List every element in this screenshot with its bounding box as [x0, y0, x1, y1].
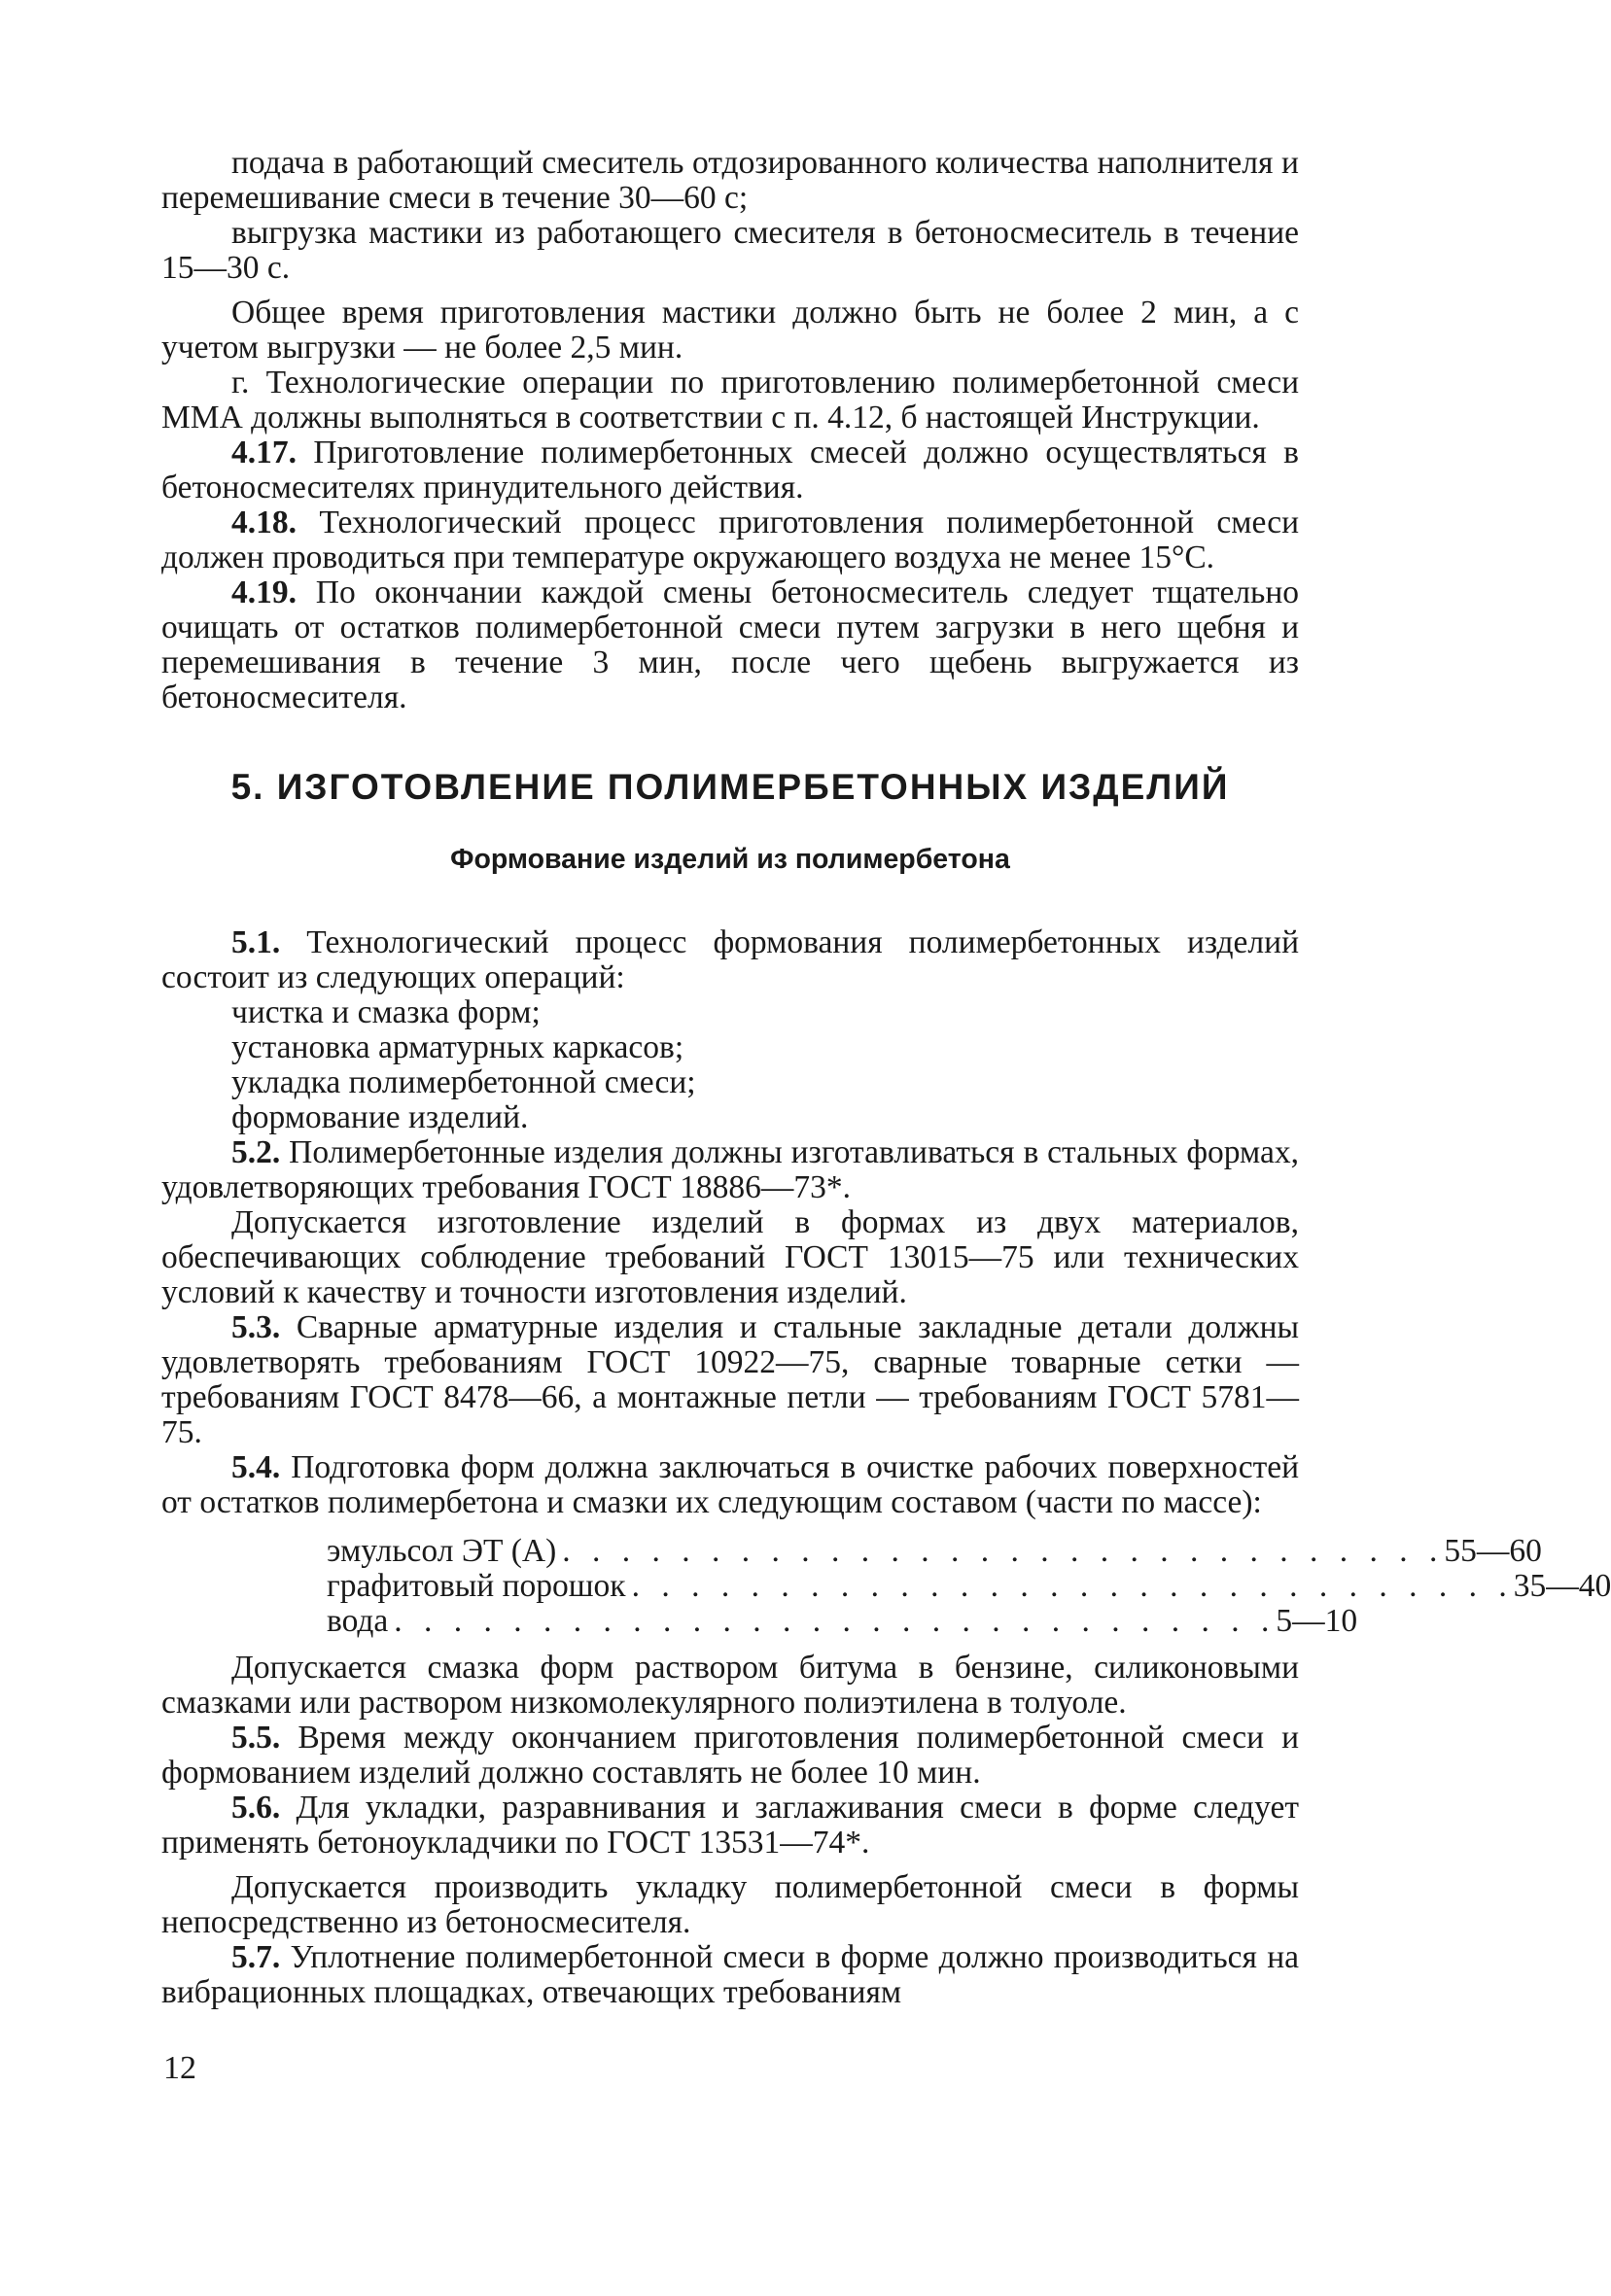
- paragraph: [161, 1100, 1299, 1135]
- paragraph-text: Технологический процесс формования полимербетонных изделий состоит из следующих операций:: [161, 924, 1299, 995]
- composition-row: [327, 1603, 1358, 1639]
- section-subtitle: Формование изделий из полимербетона: [450, 844, 1010, 875]
- paragraph: [161, 1940, 1299, 2010]
- composition-name: эмульсол ЭТ (А): [327, 1533, 557, 1569]
- paragraph: [161, 925, 1299, 995]
- paragraph-text: формование изделий.: [231, 1099, 529, 1135]
- paragraph-text: выгрузка мастики из работающего смесителя в бетоносмеситель в течение 15—30 с.: [161, 215, 1299, 286]
- composition-name: графитовый порошок: [327, 1568, 626, 1604]
- composition-name: вода: [327, 1603, 389, 1639]
- composition-value: 55—60: [1444, 1533, 1542, 1569]
- paragraph-text: чистка и смазка форм;: [231, 994, 541, 1030]
- paragraph: [161, 505, 1299, 575]
- paragraph: [161, 1651, 1299, 1721]
- paragraph: [161, 296, 1299, 365]
- paragraph: [161, 1721, 1299, 1791]
- paragraph-text: Технологический процесс приготовления полимербетонной смеси должен проводиться при температуре окружающего воздуха не менее 15°С.: [161, 504, 1299, 575]
- paragraph-text: Допускается смазка форм раствором битума в бензине, силиконовыми смазками или раствором низкомолекулярного полиэтилена в толуоле.: [161, 1650, 1299, 1721]
- paragraph: [161, 1135, 1299, 1205]
- paragraph-text: подача в работающий смеситель отдозированного количества наполнителя и перемешивание смеси в течение 30—60 с;: [161, 145, 1299, 216]
- clause-number: 4.18.: [231, 504, 297, 540]
- dot-leader: . . . . . . . . . . . . . . . . . . . . . . . . . . . . . .: [562, 1533, 1445, 1569]
- paragraph: [161, 216, 1299, 286]
- section-title: 5. ИЗГОТОВЛЕНИЕ ПОЛИМЕРБЕТОННЫХ ИЗДЕЛИЙ: [230, 767, 1230, 807]
- clause-number: 5.1.: [231, 924, 281, 960]
- paragraph-text: г. Технологические операции по приготовлению полимербетонной смеси ММА должны выполняться в соответствии с п. 4.12, б настоящей Инструкции.: [161, 365, 1299, 435]
- paragraph: [161, 1310, 1299, 1450]
- paragraph-text: Уплотнение полимербетонной смеси в форме должно производиться на вибрационных площадках, отвечающих требованиям: [161, 1939, 1299, 2010]
- paragraph-text: Подготовка форм должна заключаться в очистке рабочих поверхностей от остатков полимербетона и смазки их следующим составом (части по массе):: [161, 1449, 1300, 1520]
- clause-number: 4.17.: [231, 435, 297, 470]
- dot-leader: . . . . . . . . . . . . . . . . . . . . . . . . . . . . . .: [394, 1603, 1277, 1639]
- paragraph-text: Допускается изготовление изделий в формах из двух материалов, обеспечивающих соблюдение требований ГОСТ 13015—75 или технических условий к качеству и точности изготовления изделий.: [161, 1204, 1299, 1310]
- paragraph-text: Приготовление полимербетонных смесей должно осуществляться в бетоносмесителях принудительного действия.: [161, 435, 1299, 505]
- paragraph: [161, 365, 1299, 435]
- paragraph: [161, 1450, 1299, 1520]
- clause-number: 5.4.: [231, 1449, 281, 1485]
- paragraph-text: Сварные арматурные изделия и стальные закладные детали должны удовлетворять требованиям ГОСТ 10922—75, сварные товарные сетки — требованиям ГОСТ 8478—66, а монтажные петли — требованиям ГОСТ 5781—75.: [161, 1309, 1300, 1450]
- composition-row: [327, 1568, 1611, 1604]
- paragraph-text: Полимербетонные изделия должны изготавливаться в стальных формах, удовлетворяющих требования ГОСТ 18886—73*.: [161, 1134, 1300, 1205]
- paragraph-text: По окончании каждой смены бетоносмеситель следует тщательно очищать от остатков полимербетонной смеси путем загрузки в него щебня и перемешивания в течение 3 мин, после чего щебень выгружается из бетоносмесителя.: [161, 574, 1300, 715]
- paragraph: [161, 1205, 1299, 1310]
- text-block-top: [161, 146, 1299, 715]
- document-page: [161, 145, 1611, 2010]
- paragraph: [161, 575, 1299, 715]
- paragraph: [161, 435, 1299, 505]
- paragraph: [161, 1030, 1299, 1065]
- clause-number: 5.7.: [231, 1939, 281, 1975]
- composition-value: 35—40: [1513, 1568, 1611, 1604]
- paragraph-text: Время между окончанием приготовления полимербетонной смеси и формованием изделий должно составлять не более 10 мин.: [161, 1720, 1299, 1791]
- text-block-bottom: [161, 1651, 1299, 2010]
- paragraph-text: Общее время приготовления мастики должно быть не более 2 мин, а с учетом выгрузки — не более 2,5 мин.: [161, 295, 1299, 365]
- paragraph: [161, 1791, 1299, 1861]
- page-number: 12: [163, 2050, 196, 2086]
- paragraph: [161, 1065, 1299, 1100]
- paragraph-text: укладка полимербетонной смеси;: [231, 1064, 696, 1100]
- lubricant-composition-list: [327, 1533, 1611, 1639]
- paragraph-text: установка арматурных каркасов;: [231, 1029, 684, 1065]
- paragraph-text: Допускается производить укладку полимербетонной смеси в формы непосредственно из бетоносмесителя.: [161, 1869, 1299, 1940]
- paragraph: [161, 146, 1299, 216]
- clause-number: 5.6.: [231, 1790, 281, 1826]
- paragraph: [161, 1870, 1299, 1940]
- clause-number: 5.2.: [231, 1134, 281, 1170]
- composition-value: 5—10: [1276, 1603, 1358, 1639]
- dot-leader: . . . . . . . . . . . . . . . . . . . . . . . . . . . . . .: [631, 1568, 1514, 1604]
- clause-number: 4.19.: [231, 574, 297, 610]
- paragraph: [161, 995, 1299, 1030]
- composition-row: [327, 1533, 1542, 1569]
- paragraph-text: Для укладки, разравнивания и заглаживания смеси в форме следует применять бетоноукладчики по ГОСТ 13531—74*.: [161, 1790, 1299, 1861]
- text-block-middle: [161, 925, 1299, 1520]
- clause-number: 5.3.: [231, 1309, 281, 1345]
- clause-number: 5.5.: [231, 1720, 281, 1756]
